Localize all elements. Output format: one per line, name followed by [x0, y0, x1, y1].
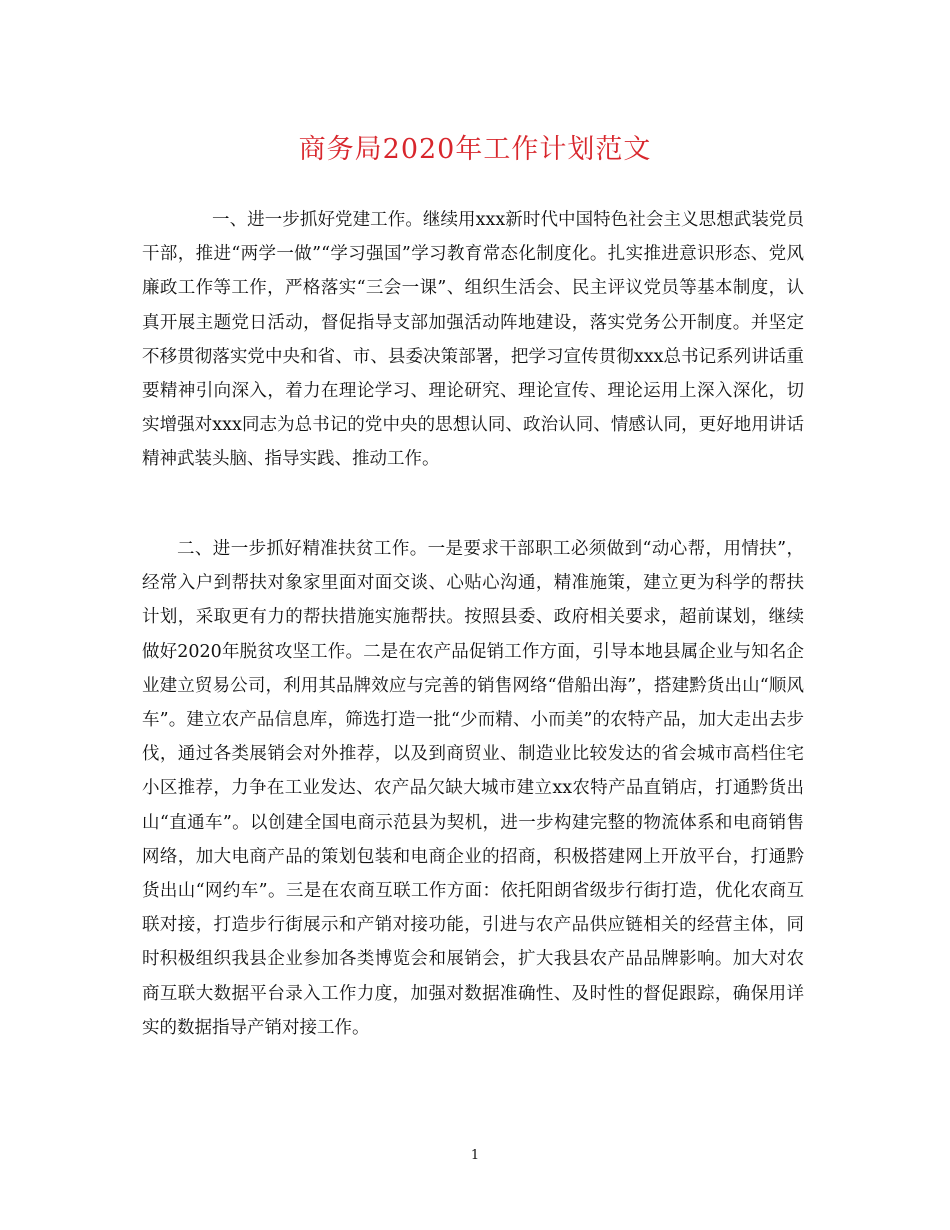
paragraph-poverty-alleviation: 二、进一步抓好精准扶贫工作。一是要求干部职工必须做到“动心帮，用情扶”，经常入户到帮扶对象家里面对面交谈、心贴心沟通，精准施策，建立更为科学的帮扶计划，采取更有力的帮扶措施实施帮扶。按照县委、政府相关要求，超前谋划，继续做好2020年脱贫攻坚工作。二是在农产品促销工作方面，引导本地县属企业与知名企业建立贸易公司，利用其品牌效应与完善的销售网络“借船出海”，搭建黔货出山“顺风车”。建立农产品信息库，筛选打造一批“少而精、小而美”的农特产品，加大走出去步伐，通过各类展销会对外推荐，以及到商贸业、制造业比较发达的省会城市高档住宅小区推荐，力争在工业发达、农产品欠缺大城市建立xx农特产品直销店，打通黔货出山“直通车”。以创建全国电商示范县为契机，进一步构建完整的物流体系和电商销售网络，加大电商产品的策划包装和电商企业的招商，积极搭建网上开放平台，打通黔货出山“网约车”。三是在农商互联工作方面：依托阳朗省级步行街打造，优化农商互联对接，打造步行街展示和产销对接功能，引进与农产品供应链相关的经营主体，同时积极组织我县企业参加各类博览会和展销会，扩大我县农产品品牌影响。加大对农商互联大数据平台录入工作力度，加强对数据准确性、及时性的督促跟踪，确保用详实的数据指导产销对接工作。: [142, 539, 804, 1038]
page-number: 1: [470, 1148, 480, 1163]
document-title: 商务局2020年工作计划范文: [298, 134, 652, 165]
paragraph-party-building: 一、进一步抓好党建工作。继续用xxx新时代中国特色社会主义思想武装党员干部，推进“两学一做”“学习强国”学习教育常态化制度化。扎实推进意识形态、党风廉政工作等工作，严格落实“三会一课”、组织生活会、民主评议党员等基本制度，认真开展主题党日活动，督促指导支部加强活动阵地建设，落实党务公开制度。并坚定不移贯彻落实党中央和省、市、县委决策部署，把学习宣传贯彻xxx总书记系列讲话重要精神引向深入，着力在理论学习、理论研究、理论宣传、理论运用上深入深化，切实增强对xxx同志为总书记的党中央的思想认同、政治认同、情感认同，更好地用讲话精神武装头脑、指导实践、推动工作。: [142, 210, 804, 470]
